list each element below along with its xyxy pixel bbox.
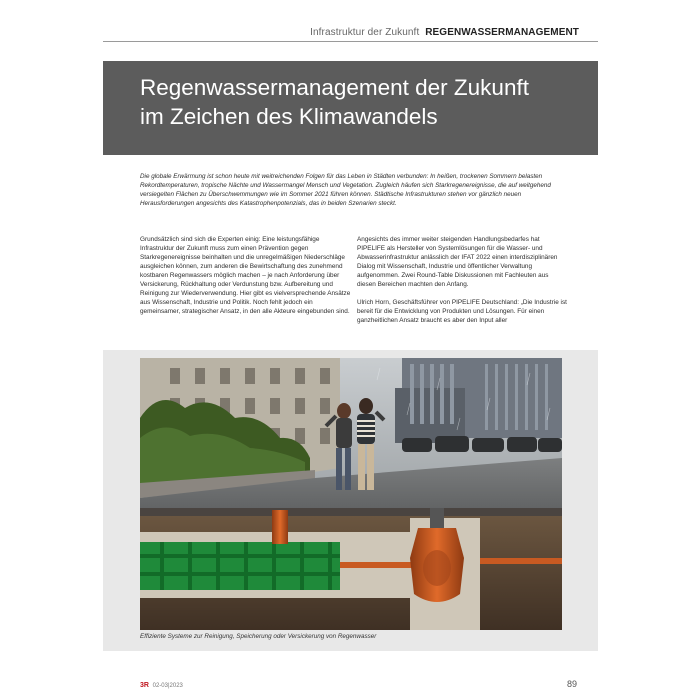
body-column-left — [140, 235, 352, 316]
body-paragraph: Angesichts des immer weiter steigenden Handlungsbedarfes hat PIPELIFE als Hersteller von Systemlösungen für die Wasser- und Abwasserinfrastruktur anlässlich der IFAT 2022 einen interdisziplinären Dialog mit Wissenschaft, Industrie und öffentlicher Verwaltung aufgenommen. Zwei Round-Table Diskussionen mit Fachleuten aus diesen Bereichen machten den Anfang. — [357, 236, 558, 288]
body-paragraph: Ulrich Horn, Geschäftsführer von PIPELIFE Deutschland: „Die Industrie ist bereit für die Entwicklung von Produkten und Lösungen. Für einen ganzheitlichen Ansatz braucht es aber den Input aller — [357, 299, 567, 324]
header-section: Infrastruktur der Zukunft — [310, 27, 420, 38]
title-line-1: Regenwassermanagement der Zukunft — [140, 75, 529, 100]
figure-caption: Effiziente Systeme zur Reinigung, Speicherung oder Versickerung von Regenwasser — [140, 633, 377, 640]
footer-issue — [140, 682, 183, 689]
header-topic: REGENWASSERMANAGEMENT — [425, 27, 579, 38]
body-column-right — [357, 235, 569, 325]
running-header — [310, 27, 579, 38]
magazine-logo: 3R — [140, 682, 149, 689]
body-paragraph: Grundsätzlich sind sich die Experten einig: Eine leistungsfähige Infrastruktur der Zukunft muss zum einen Prävention gegen Starkregenereignisse beinhalten und die unregelmäßigen Niederschläge ausgleichen können, zum anderen die Bewirtschaftung des zunehmend kostbaren Regenwassers möglich machen – je nach Anforderung über Versickerung, Rückhaltung oder Verdunstung bzw. Aufbereitung und Reinigung zur Wiederverwendung. Hier gibt es vielversprechende Ansätze aus Wissenschaft, Industrie und Politik. Noch fehlt jedoch ein gemeinsamer, strategischer Ansatz, in den alle Akteure eingebunden sind. — [140, 236, 351, 315]
header-rule — [103, 41, 598, 42]
figure-image — [140, 358, 562, 630]
lead-paragraph: Die globale Erwärmung ist schon heute mit weitreichenden Folgen für das Leben in Städten verbunden: In heißen, trockenen Sommern belasten Rekordtemperaturen, tropische Nächte und Wassermangel Mensch und Vegetation. Zugleich häufen sich Starkregenereignisse, die auf weitgehend versiegelten Flächen zu Überschwemmungen wie im Sommer 2021 führen können. Städtische Infrastrukturen stehen vor gänzlich neuen Herausforderungen angesichts des Katastrophenpotenzials, das in beiden Szenarien steckt. — [140, 173, 551, 207]
page-number: 89 — [567, 679, 578, 689]
title-line-2: im Zeichen des Klimawandels — [140, 104, 438, 129]
issue-number: 02-03|2023 — [152, 683, 183, 689]
title-banner — [103, 61, 598, 155]
